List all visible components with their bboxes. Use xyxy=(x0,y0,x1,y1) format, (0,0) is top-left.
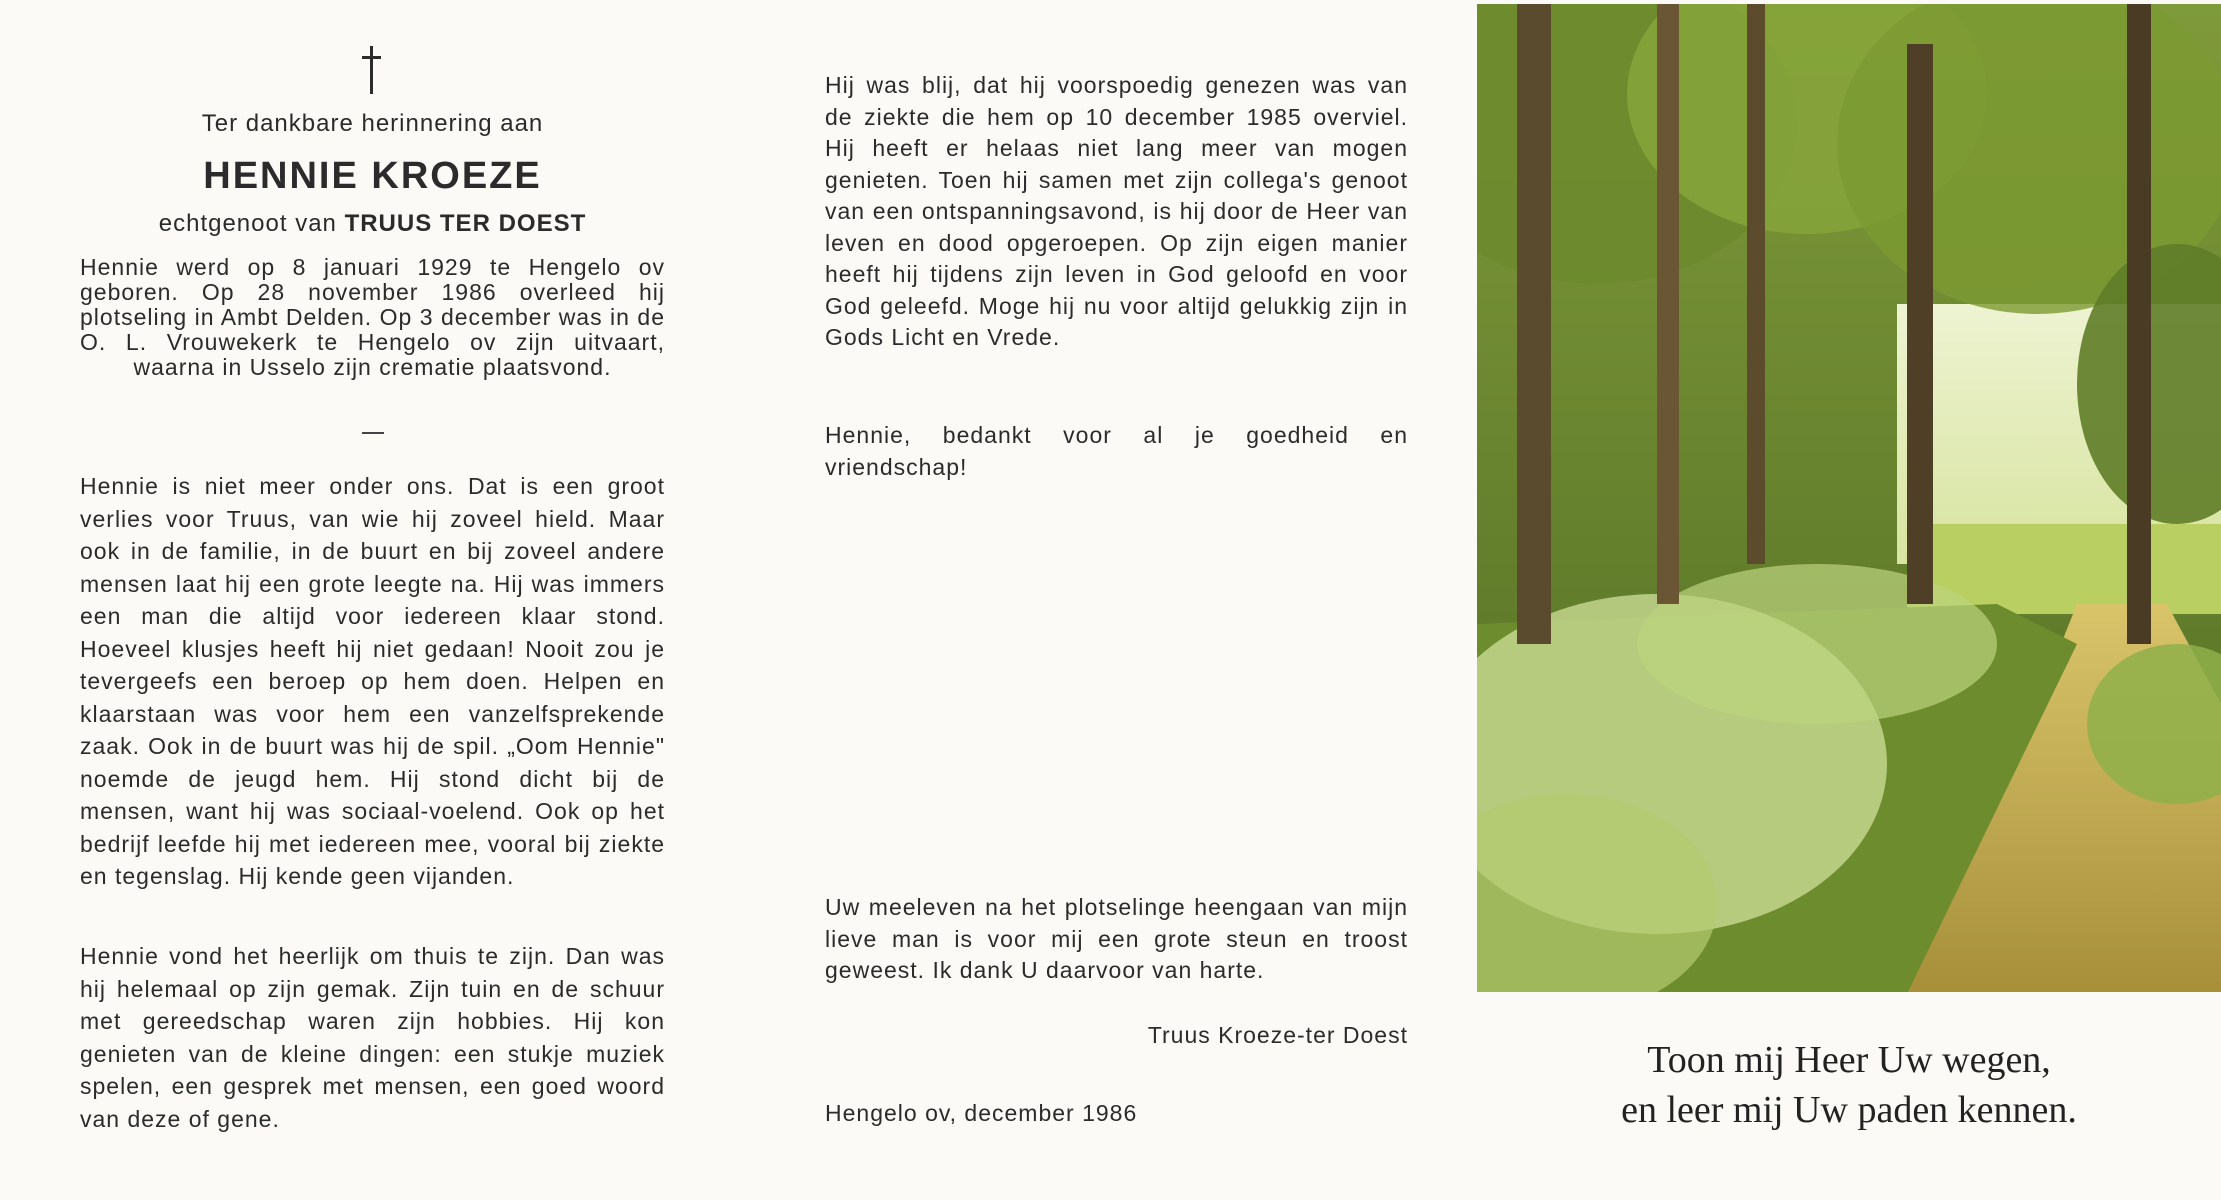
deceased-name: HENNIE KROEZE xyxy=(203,155,542,197)
middle-paragraph-2: Hennie, bedankt voor al je goedheid en vriendschap! xyxy=(825,422,1408,480)
thanks-paragraph: Uw meeleven na het plotselinge heengaan van mijn lieve man is voor mij een grote steun en troost geweest. Ik dank U daarvoor van harte. xyxy=(825,894,1408,983)
middle-panel xyxy=(820,40,1408,1160)
spouse-line xyxy=(80,210,665,238)
landscape-photo xyxy=(1477,4,2221,992)
bio-text: Hennie werd op 8 januari 1929 te Hengelo ov geboren. Op 28 november 1986 overleed hij plotseling in Ambt Delden. Op 3 december was in de O. L. Vrouwekerk te Hengelo ov zijn uitvaart, waarna in Usselo zijn crematie plaatsvond. xyxy=(80,254,665,380)
middle-paragraph-1: Hij was blij, dat hij voorspoedig genezen was van de ziekte die hem op 10 december 1985 overviel. Hij heeft er helaas niet lang meer van mogen genieten. Toen hij samen met zijn collega's genoot van een ontspanningsavond, is hij door de Heer van leven en dood opgeroepen. Op zijn eigen manier heeft hij tijdens zijn leven in God geloofd en voor God geleefd. Moge hij nu voor altijd gelukkig zijn in Gods Licht en Vrede. xyxy=(825,72,1408,350)
forest-path-illustration xyxy=(1477,4,2221,992)
spouse-prefix: echtgenoot van xyxy=(158,210,337,237)
bible-verse xyxy=(1477,1035,2221,1135)
left-panel xyxy=(80,40,665,1160)
separator-dash xyxy=(362,432,384,434)
cross-icon xyxy=(360,46,382,94)
intro-text: Ter dankbare herinnering aan xyxy=(201,110,544,137)
verse-line-2: en leer mij Uw paden kennen. xyxy=(1621,1089,2077,1131)
place-date: Hengelo ov, december 1986 xyxy=(825,1100,1138,1126)
tribute-paragraph-1: Hennie is niet meer onder ons. Dat is een groot verlies voor Truus, van wie hij zoveel hield. Maar ook in de familie, in de buurt en bij zoveel andere mensen laat hij een grote leegte na. Hij was immers een man die altijd voor iedereen klaar stond. Hoeveel klusjes heeft hij niet gedaan! Nooit zou je tevergeefs een beroep op hem doen. Helpen en klaarstaan was voor hem een vanzelfsprekende zaak. Ook in de buurt was hij de spil. „Oom Hennie" noemde de jeugd hem. Hij stond dicht bij de mensen, want hij was sociaal-voelend. Ook op het bedrijf leefde hij met iedereen mee, vooral bij ziekte en tegenslag. Hij kende geen vijanden. xyxy=(80,473,665,889)
verse-line-1: Toon mij Heer Uw wegen, xyxy=(1647,1039,2051,1081)
signature: Truus Kroeze-ter Doest xyxy=(1147,1022,1408,1048)
spouse-name: TRUUS TER DOEST xyxy=(344,210,587,237)
tribute-paragraph-2: Hennie vond het heerlijk om thuis te zijn. Dan was hij helemaal op zijn gemak. Zijn tuin en de schuur met gereedschap waren zijn hobbies. Hij kon genieten van de kleine dingen: een stukje muziek spelen, een gesprek met mensen, een goed woord van deze of gene. xyxy=(80,943,665,1132)
